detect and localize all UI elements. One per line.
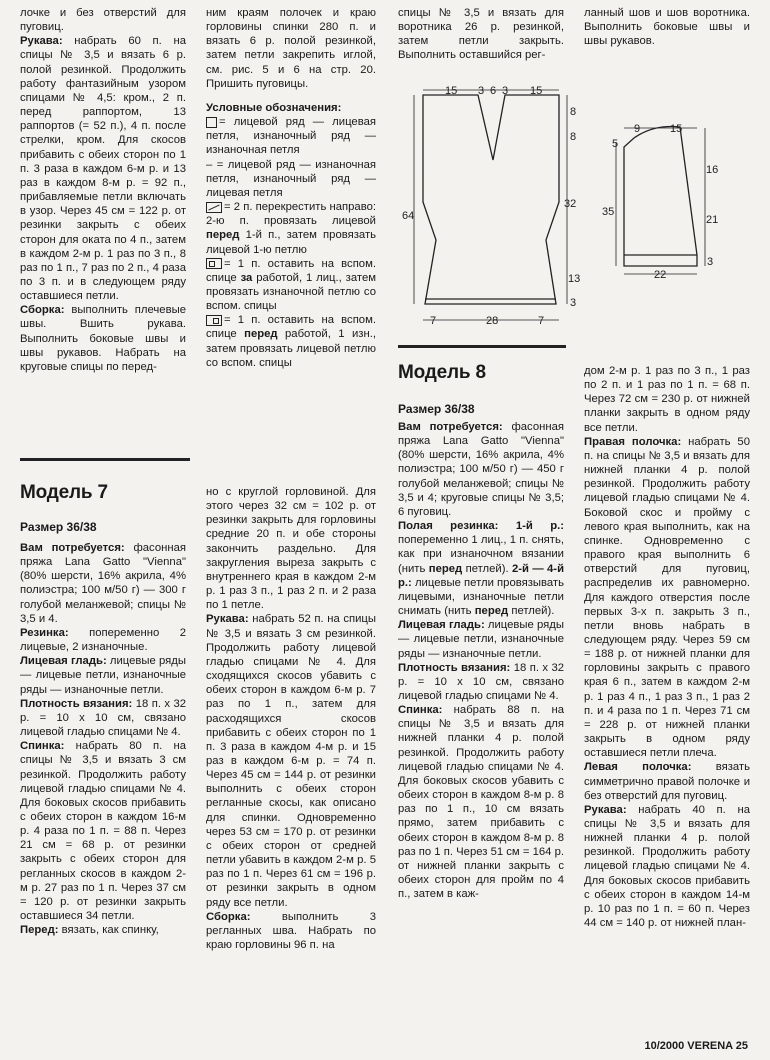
body-outline [423, 95, 559, 304]
dim-lines [414, 90, 567, 320]
dash-icon: – [206, 158, 213, 171]
text-block: лочке и без отверстий для пуговиц. [20, 7, 186, 34]
text-block: Левая полочка: вязать симметрично правой полочке и без отверстий для пуговиц. [584, 761, 750, 802]
legend-item: = 2 п. перекрестить направо: 2-ю п. провязать лицевой перед 1-й п., затем провязать лицевой 1-ю петлю [206, 201, 376, 256]
model7-title: Модель 7 [20, 482, 108, 503]
legend-item: = 1 п. оставить на вспом. спице за работой, 1 лиц., затем провязать изнаночной петлю со вспом. спицы [206, 257, 376, 313]
dim-label: 15 [445, 85, 458, 97]
text-block: Рукава: набрать 40 п. на спицы № 3,5 и вязать для нижней планки 4 р. полой резинкой. Продолжить работу лицевой гладью спицами № 4. Для боковых скосов прибавить с обеих сторон в каждом 14-м р. 10 раз по 1 п. = 60 п. Через 44 см = 140 р. от нижней план- [584, 803, 750, 930]
sleeve-dim-label: 21 [706, 214, 719, 226]
sleeve-dim-label: 3 [707, 256, 714, 268]
text-block: но с круглой горловиной. Для этого через 32 см = 102 р. от резинки закрыть для горловины средние 20 п. и обе стороны закончить раздельно. Для закругления выреза закрыть с внутреннего края в каждом 2-м р. 1 раз 3 п., 1 раз 2 п. и 2 раза по 1 петле. [206, 486, 376, 612]
sleeve-dim-label: 5 [612, 138, 619, 150]
text: выполнить плечевые швы. Вшить рукава. Выполнить боковые швы и швы рукавов. Набрать на круговые спицы по перед- [20, 304, 186, 373]
text-block: ним краям полочек и краю горловины спинки 280 п. и вязать 6 р. полой резинкой, затем петли закрепить иглой, см. рис. 5 и 6 на стр. 20. Пришить пуговицы. [206, 7, 376, 90]
text-block: Спинка: набрать 88 п. на спицы № 3,5 и вязать для нижней планки 4 р. полой резинкой. Продолжить работу лицевой гладью спицами № 4. Для боковых скосов убавить с обеих сторон в каждом 8-м р. 8 раз по 1 п., 10 см вязать прямо, затем прибавить с обеих сторон в каждом 8-м р. 8 раз по 1 п. Через 51 см = 164 р. от нижней планки закрыть с обеих сторон для пройм по 4 п., затем в каж- [398, 704, 564, 901]
model7-size: Размер 36/38 [20, 520, 97, 534]
sleeve-dim-label: 15 [670, 123, 683, 135]
sleeve-dim-label: 22 [654, 269, 667, 281]
model8-size: Размер 36/38 [398, 402, 475, 416]
text-block: Спинка: набрать 80 п. на спицы № 3,5 и вязать 3 см резинкой. Продолжить работу лицевой гладью спицами № 4. Для боковых скосов прибавить с обеих сторон в каждом 16-м р. 4 раза по 1 п. = 88 п. Через 21 см = 68 р. от резинки закрыть с обеих сторон для регланных скосов в каждом 2-м р. 27 раз по 1 п. Через 37 см = 120 р. от резинки закрыть оставшиеся 34 петли. [20, 740, 186, 923]
dim-label: 3 [570, 297, 577, 309]
legend-item: = лицевой ряд — лицевая петля, изнаночный ряд — изнаночная петля [206, 116, 376, 157]
legend-item: = 1 п. оставить на вспом. спице перед работой, 1 изн., затем провязать лицевой петлю со вспом. спицы [206, 314, 376, 369]
sleeve-dim-label: 35 [602, 206, 615, 218]
text-block: Вам потребуется: фасонная пряжа Lana Gatto "Vienna" (80% шерсти, 16% акрила, 4% полиэстра; 100 м/50 г) — 300 г голубой меланжевой; спицы № 3,5 и 4. [20, 542, 186, 625]
dim-label: 3 [478, 85, 485, 97]
text-block: Резинка: попеременно 2 лицевые, 2 изнаночные. [20, 626, 186, 654]
model8-column-4 [584, 364, 750, 930]
dim-label: 8 [570, 106, 577, 118]
pattern-diagrams [0, 0, 770, 350]
text-block: спицы № 3,5 и вязать для воротника 26 р. резинкой, затем петли закрыть. Выполнить оставшийся рег- [398, 7, 564, 62]
dim-label: 32 [564, 198, 577, 210]
text-block: ланный шов и шов воротника. Выполнить боковые швы и швы рукавов. [584, 7, 750, 48]
text-block: Полая резинка: 1-й р.: попеременно 1 лиц., 1 п. снять, как при изнаночном вязании (нить перед петлей). 2-й — 4-й р.: лицевые петли провязывать лицевыми, изнаночные петли снимать (нить перед петлей). [398, 520, 565, 618]
sleeve-dim-label: 16 [706, 164, 719, 176]
sleeve-dim-lines [616, 128, 705, 274]
text-block: Сборка: выполнить 3 регланных шва. Набрать по краю горловины 96 п. на [206, 910, 376, 951]
text-block: Плотность вязания: 18 п. x 32 р. = 10 x 10 см, связано лицевой гладью спицами № 4. [398, 661, 565, 702]
text-block: дом 2-м р. 1 раз по 3 п., 1 раз по 2 п. и 1 раз по 1 п. = 68 п. Через 72 см = 230 р. от нижней планки закрыть в одном ряду все петли. [584, 365, 750, 434]
dim-label: 13 [568, 273, 581, 285]
text-block: Лицевая гладь: лицевые ряды — лицевые петли, изнаночные ряды — изнаночные петли. [20, 655, 187, 696]
text-block: Плотность вязания: 18 п. x 32 р. = 10 x 10 см, связано лицевой гладью спицами № 4. [20, 697, 187, 739]
page-footer: 10/2000 VERENA 25 [644, 1040, 748, 1052]
text-block: Лицевая гладь: лицевые ряды — лицевые петли, изнаночные ряды — изнаночные петли. [398, 619, 565, 660]
model8-column-3 [398, 420, 564, 901]
text: набрать 60 п. на спицы № 3,5 и вязать 6 р. полой резинкой. Продолжить работу фантазийным узором спицами № 4,5: кром., 2 п. перед раппортом, 13 раппортов (= 52 п.), 4 п. после стрелки, кром. Для скосов прибавить с обеих сторон по 1 п. 3 раза в каждом 6-м р. и 13 раз в каждом 8-м р. = 92 п., прибавляемые петли включать в узор. Через 45 см = 122 р. от резинки закрыть с обеих сторон для оката по 4 п., затем в каждом 2-м р. 1 раз по 3 п., 8 раз по 1 п., 7 раз по 2 п., 4 раза по 3 п. и в следующем ряду оставшиеся петли. [20, 35, 186, 303]
dim-label: 64 [402, 210, 415, 222]
legend-item: – = лицевой ряд — изнаночная петля, изнаночный ряд — лицевая петля [206, 158, 377, 199]
text-block: Перед: вязать, как спинку, [20, 924, 159, 937]
sleeve-outline [624, 126, 697, 266]
dim-label: 7 [538, 315, 545, 327]
label: Рукава: [20, 35, 63, 48]
text-block: Правая полочка: набрать 50 п. на спицы № 3,5 и вязать для нижней планки 4 р. полой резинкой. Продолжить работу лицевой гладью спицами № 4. Боковой скос и пройму с левого края выполнить, как на спинке. Одновременно с правого края выполнить 6 отверстий для пуговиц, распределив их равномерно. Для каждого отверстия после первых 3-х п. закрыть 3 п., петли вновь набрать в следующем ряду. Через 59 см = 188 р. от нижней планки для горловины закрыть с правого края 6 п., затем в каждом 2-м р. 1 раз 4 п., 1 раз 3 п., 1 раз 2 п. и 4 раза по 1 п. Через 71 см = 228 р. от нижней планки закрыть в одном ряду оставшиеся петли плеча. [584, 435, 751, 760]
model7-column-2 [206, 485, 376, 952]
text-block: Вам потребуется: фасонная пряжа Lana Gatto "Vienna" (80% шерсти, 16% акрила, 4% полиэстра; 100 м/50 г) — 450 г голубой меланжевой; спицы № 3,5 и 4; круговые спицы № 3,5; 6 пуговиц. [398, 421, 564, 518]
model7-rule [20, 458, 190, 461]
dim-label: 3 [502, 85, 509, 97]
model7-column-1 [20, 541, 186, 937]
sleeve-dim-label: 9 [634, 123, 641, 135]
dim-label: 6 [490, 85, 497, 97]
text-block: Рукава: набрать 52 п. на спицы № 3,5 и вязать 3 см резинкой. Продолжить работу лицевой гладью спицами № 4. Для сходящихся скосов убавить с обеих сторон в каждом 6-м р. 7 раз по 1 п., затем для расходящихся скосов прибавить с обеих сторон по 1 п. 3 раза в каждом 4-м р. и 15 раз в каждом 6-м р. = 74 п. Через 45 см = 144 р. от резинки выполнить с обеих сторон регланные скосы, как описано для спинки. Одновременно через 53 см = 170 р. от резинки с обеих сторон от средней петли убавить в каждом 2-м р. 5 раз по 1 п. Через 61 см = 196 р. от резинки закрыть в одном ряду все петли. [206, 613, 377, 909]
legend-title: Условные обозначения: [206, 101, 342, 114]
model8-rule [398, 345, 566, 348]
dim-label: 7 [430, 315, 437, 327]
model8-title: Модель 8 [398, 362, 486, 383]
dim-label: 28 [486, 315, 499, 327]
dim-label: 8 [570, 131, 577, 143]
dim-label: 15 [530, 85, 543, 97]
label: Сборка: [20, 304, 65, 317]
